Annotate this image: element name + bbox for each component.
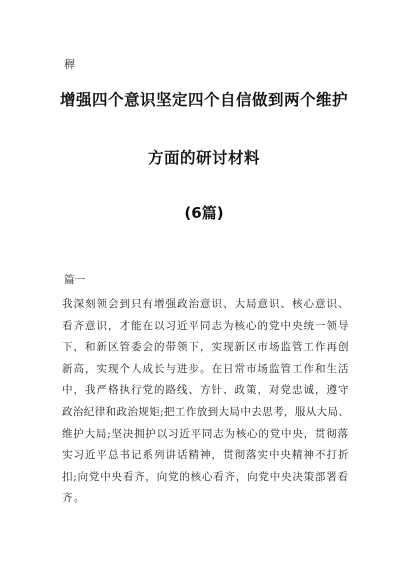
body-line: 维护大局;坚决拥护以习近平同志为核心的党中央，贯彻落 — [62, 427, 349, 440]
body-line: 扣;向党中央看齐，向党的核心看齐，向党中央决策部署看 — [62, 470, 349, 483]
body-line: 齐。 — [62, 492, 86, 505]
document-title-line-1: 增强四个意识坚定四个自信做到两个维护 — [59, 91, 348, 109]
body-line: 政治纪律和政治规矩;把工作放到大局中去思考，服从大局、 — [62, 405, 350, 418]
document-title-line-2: 方面的研讨材料 — [147, 149, 260, 167]
corner-mark: 稺 — [64, 58, 75, 71]
body-line: 下，和新区管委会的带领下，实现新区市场监管工作再创 — [62, 341, 350, 354]
body-line: 我深刻领会到只有增强政治意识、大局意识、核心意识、 — [62, 298, 350, 310]
body-line: 看齐意识，才能在以习近平同志为核心的党中央统一领导 — [62, 319, 350, 332]
body-paragraph — [62, 294, 352, 510]
section-label: 篇一 — [64, 274, 85, 286]
document-title-count: (6篇) — [184, 204, 224, 222]
body-line: 新高，实现个人成长与进步。在日常市场监管工作和生活 — [62, 362, 350, 375]
body-line: 中，我严格执行党的路线、方针、政策，对党忠诚，遵守 — [62, 384, 350, 397]
body-line: 实习近平总书记系列讲话精神，贯彻落实中央精神不打折 — [62, 449, 350, 462]
